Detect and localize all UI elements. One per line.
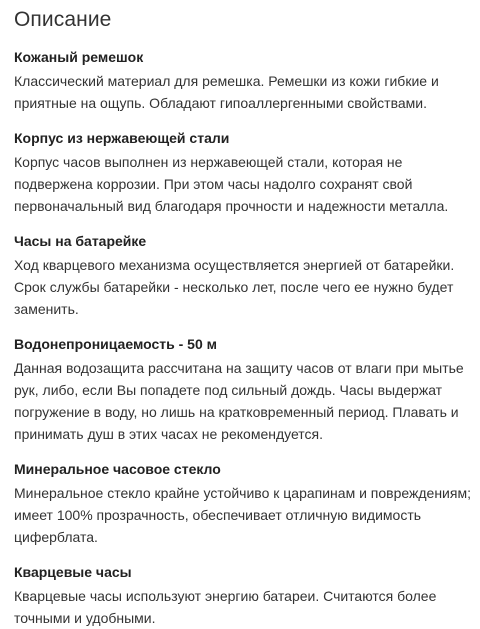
text-line: Срок службы батарейки - несколько лет, после чего ее нужно будет bbox=[14, 279, 454, 295]
section-text bbox=[14, 70, 466, 114]
text-line: Данная водозащита рассчитана на защиту часов от влаги при мытье bbox=[14, 360, 464, 376]
section-text bbox=[14, 585, 466, 629]
text-line: принимать душ в этих часах не рекомендуется. bbox=[14, 426, 324, 442]
section-heading: Кварцевые часы bbox=[14, 564, 132, 580]
text-line: заменить. bbox=[14, 301, 79, 317]
section-text bbox=[14, 482, 471, 548]
text-line: первоначальный вид благодаря прочности и надежности металла. bbox=[14, 198, 449, 214]
section-steel-case bbox=[14, 128, 466, 217]
section-heading: Минеральное часовое стекло bbox=[14, 461, 221, 477]
section-battery bbox=[14, 231, 466, 320]
section-text bbox=[14, 357, 466, 445]
section-heading: Водонепроницаемость - 50 м bbox=[14, 336, 217, 352]
section-mineral-glass bbox=[14, 459, 471, 548]
text-line: Минеральное стекло крайне устойчиво к царапинам и повреждениям; bbox=[14, 485, 471, 501]
text-line: Ход кварцевого механизма осуществляется энергией от батарейки. bbox=[14, 257, 455, 273]
text-line: подвержена коррозии. При этом часы надолго сохранят свой bbox=[14, 176, 413, 192]
text-line: имеет 100% прозрачность, обеспечивает отличную видимость bbox=[14, 507, 422, 523]
section-heading: Часы на батарейке bbox=[14, 233, 147, 249]
text-line: рук, либо, если Вы попадете под сильный дождь. Часы выдержат bbox=[14, 382, 443, 398]
section-leather-strap bbox=[14, 47, 466, 114]
text-line: Кварцевые часы используют энергию батареи. Считаются более bbox=[14, 588, 437, 604]
text-line: приятные на ощупь. Обладают гипоаллергенными свойствами. bbox=[14, 95, 427, 111]
section-text bbox=[14, 151, 466, 217]
text-line: циферблата. bbox=[14, 529, 98, 545]
text-line: Классический материал для ремешка. Ремешки из кожи гибкие и bbox=[14, 73, 439, 89]
section-text bbox=[14, 254, 466, 320]
page-title: Описание bbox=[14, 8, 112, 31]
text-line: точными и удобными. bbox=[14, 610, 156, 626]
section-heading: Кожаный ремешок bbox=[14, 49, 144, 65]
text-line: погружение в воду, но лишь на кратковременный период. Плавать и bbox=[14, 404, 459, 420]
section-heading: Корпус из нержавеющей стали bbox=[14, 130, 230, 146]
section-quartz-watch bbox=[14, 562, 466, 629]
section-water-resistance bbox=[14, 334, 466, 445]
text-line: Корпус часов выполнен из нержавеющей стали, которая не bbox=[14, 154, 403, 170]
